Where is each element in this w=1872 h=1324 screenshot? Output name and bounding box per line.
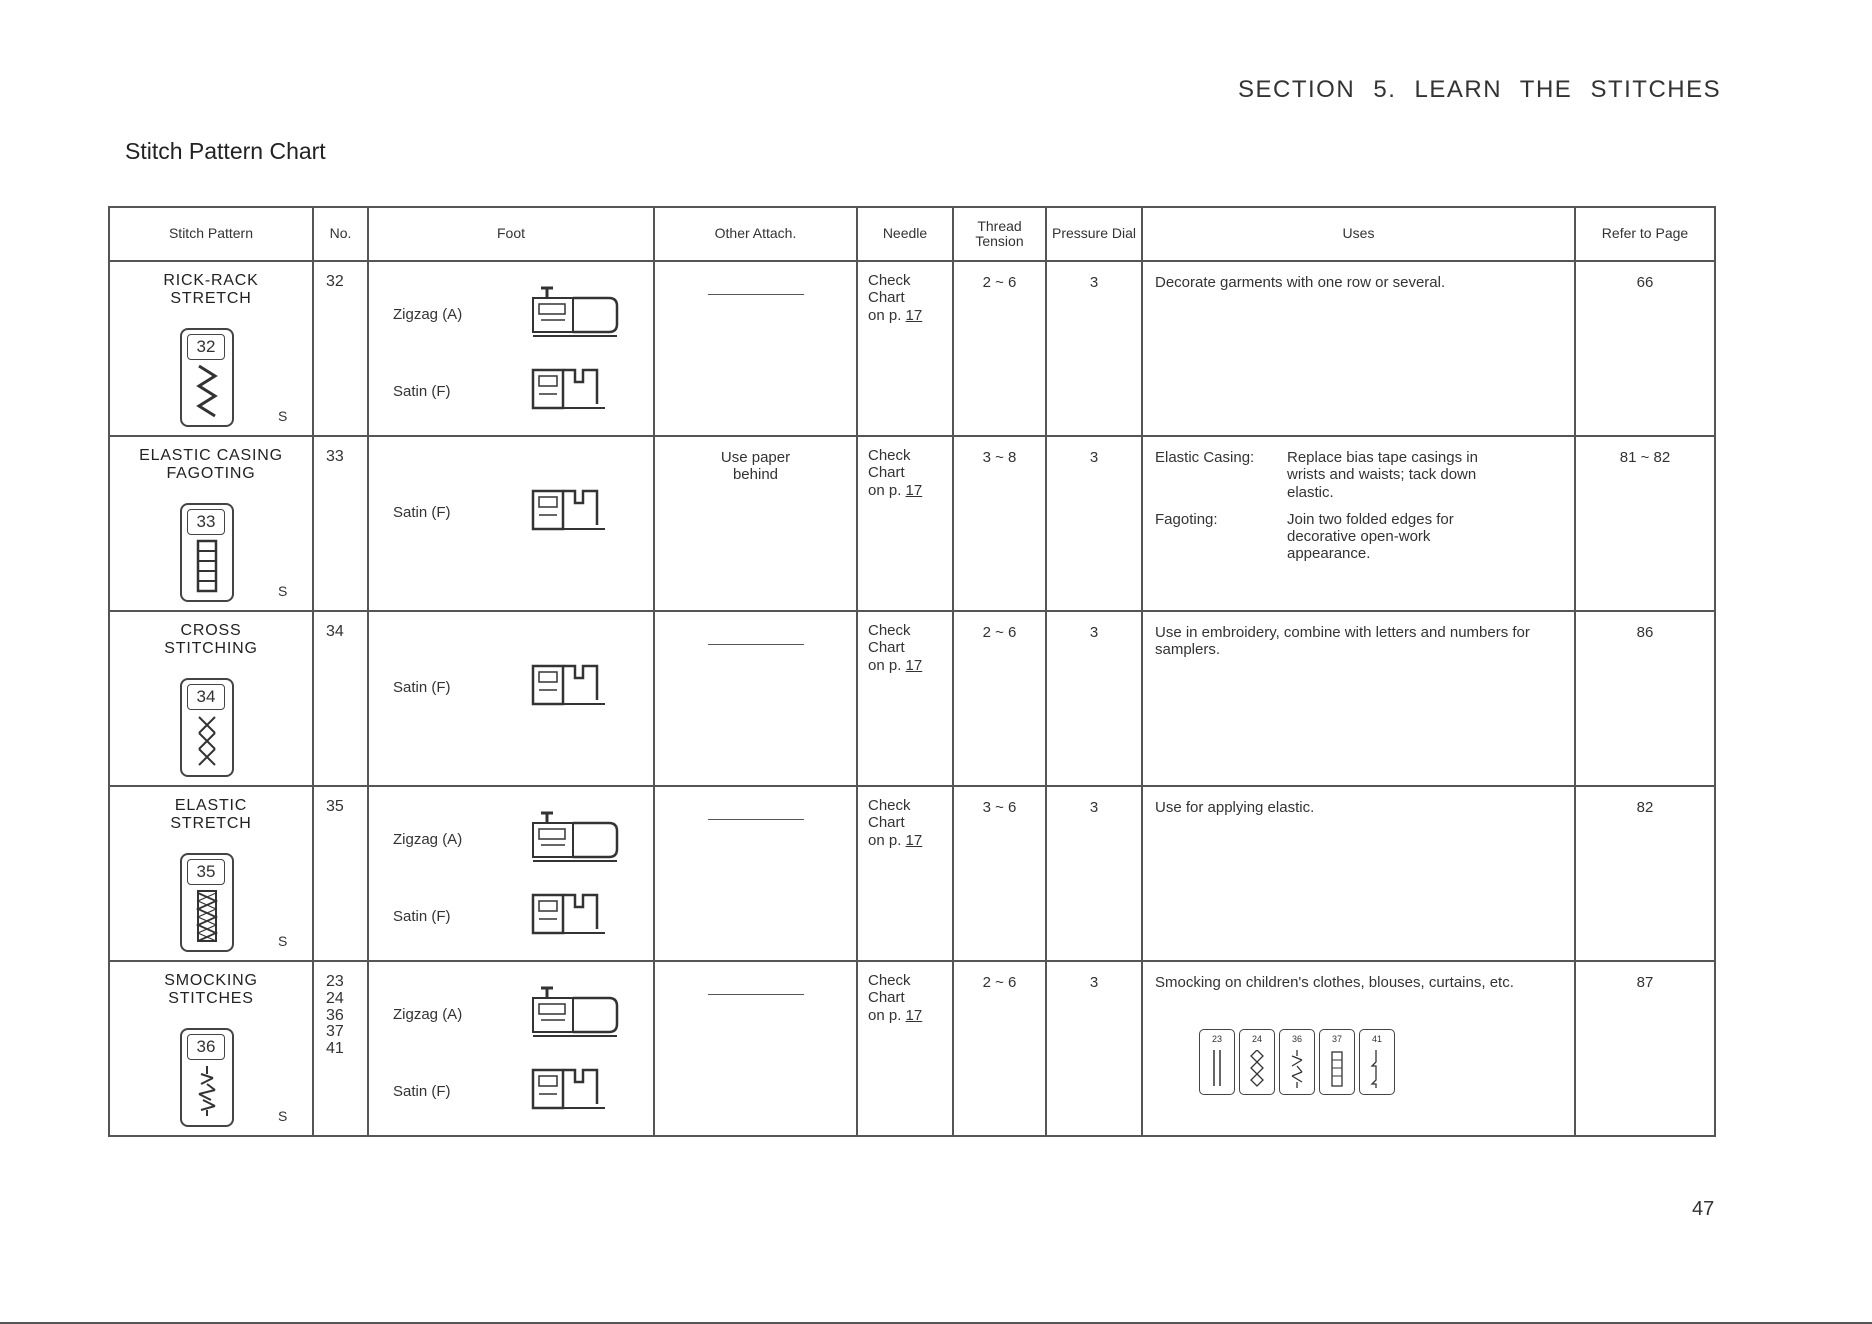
section-number: SECTION 5. (1238, 76, 1397, 103)
blind-stitch-icon: 41 (1359, 1029, 1395, 1095)
foot-label: Zigzag (A) (393, 305, 463, 323)
pattern-name: CROSS (180, 622, 242, 639)
uses-label: Fagoting: (1155, 510, 1218, 528)
col-header-no: No. (313, 207, 368, 261)
satin-foot-icon (531, 487, 609, 537)
pattern-name: STRETCH (170, 815, 252, 833)
col-header-tension: Thread Tension (953, 207, 1046, 261)
foot-label: Satin (F) (393, 382, 451, 400)
pressure-dial: 3 (1046, 961, 1142, 1136)
stitch-pattern-cell (109, 261, 313, 436)
pattern-name: ELASTIC CASING (139, 447, 283, 464)
box-stitch-icon: 37 (1319, 1029, 1355, 1095)
foot-cell (368, 611, 654, 786)
pattern-name: SMOCKING (164, 972, 258, 989)
uses-cell: Use in embroidery, combine with letters and numbers for samplers. (1142, 611, 1575, 786)
needle-chart-page: 17 (905, 306, 923, 324)
needle-chart-page: 17 (905, 1006, 923, 1024)
none-dash (708, 644, 804, 645)
zigzag-foot-icon (531, 984, 623, 1044)
table-row (109, 961, 1715, 1136)
pressure-dial: 3 (1046, 611, 1142, 786)
thread-tension: 3 ~ 8 (953, 436, 1046, 611)
pattern-number: 35 (187, 859, 225, 885)
table-header-row (109, 207, 1715, 261)
stitch-pattern-table (108, 206, 1716, 1137)
col-header-foot: Foot (368, 207, 654, 261)
section-header (1238, 76, 1721, 104)
uses-cell (1142, 436, 1575, 611)
pressure-dial: 3 (1046, 786, 1142, 961)
thread-tension: 2 ~ 6 (953, 261, 1046, 436)
honeycomb-stitch-icon: 24 (1239, 1029, 1275, 1095)
refer-page: 81 ~ 82 (1575, 436, 1715, 611)
needle-chart-page: 17 (905, 831, 923, 849)
needle-chart-page: 17 (905, 656, 923, 674)
thread-tension: 2 ~ 6 (953, 961, 1046, 1136)
pressure-dial: 3 (1046, 261, 1142, 436)
satin-foot-icon (531, 366, 609, 416)
stitch-pattern-cell (109, 611, 313, 786)
pressure-dial: 3 (1046, 436, 1142, 611)
foot-cell (368, 436, 654, 611)
pattern-name: ELASTIC (174, 797, 248, 814)
pattern-number: 33 (187, 509, 225, 535)
pattern-number: 32 (187, 334, 225, 360)
pattern-name: FAGOTING (166, 465, 256, 483)
needle-cell: Check Chart on p. 17 (857, 436, 953, 611)
uses-cell: Decorate garments with one row or several. (1142, 261, 1575, 436)
feather-stitch-icon: 36 (1279, 1029, 1315, 1095)
needle-cell: Check Chart on p. 17 (857, 261, 953, 436)
needle-cell: Check Chart on p. 17 (857, 611, 953, 786)
other-attachment-cell (654, 961, 857, 1136)
satin-foot-icon (531, 891, 609, 941)
satin-foot-icon (531, 662, 609, 712)
none-dash (708, 994, 804, 995)
uses-cell: Smocking on children's clothes, blouses, curtains, etc. 23 24 36 37 41 (1142, 961, 1575, 1136)
stretch-mark: S (278, 408, 288, 424)
foot-label: Zigzag (A) (393, 1005, 463, 1023)
fagoting-stitch-icon (180, 503, 234, 602)
pattern-name: STRETCH (170, 290, 252, 308)
foot-label: Satin (F) (393, 907, 451, 925)
foot-label: Satin (F) (393, 1082, 451, 1100)
none-dash (708, 294, 804, 295)
elastic-stretch-stitch-icon (180, 853, 234, 952)
thread-tension: 2 ~ 6 (953, 611, 1046, 786)
cross-stitch-icon (180, 678, 234, 777)
uses-cell: Use for applying elastic. (1142, 786, 1575, 961)
foot-cell (368, 786, 654, 961)
zigzag-foot-icon (531, 809, 623, 869)
col-header-page: Refer to Page (1575, 207, 1715, 261)
none-dash (708, 819, 804, 820)
foot-label: Satin (F) (393, 678, 451, 696)
table-row (109, 436, 1715, 611)
rick-rack-stitch-icon (180, 328, 234, 427)
table-row (109, 261, 1715, 436)
stitch-number: 33 (313, 436, 368, 611)
other-attachment-cell: Use paper behind (654, 436, 857, 611)
stitch-number: 32 (313, 261, 368, 436)
smocking-stitch-icon (180, 1028, 234, 1127)
col-header-needle: Needle (857, 207, 953, 261)
pattern-number: 36 (187, 1034, 225, 1060)
stitch-pattern-cell (109, 786, 313, 961)
refer-page: 66 (1575, 261, 1715, 436)
pattern-number: 34 (187, 684, 225, 710)
col-header-pattern: Stitch Pattern (109, 207, 313, 261)
section-title: LEARN THE STITCHES (1414, 76, 1722, 103)
foot-label: Satin (F) (393, 503, 451, 521)
other-attachment-cell (654, 261, 857, 436)
uses-label: Elastic Casing: (1155, 449, 1255, 466)
table-row (109, 611, 1715, 786)
col-header-uses: Uses (1142, 207, 1575, 261)
pattern-name: STITCHES (168, 990, 254, 1008)
other-attachment-cell (654, 786, 857, 961)
other-attachment-cell (654, 611, 857, 786)
page-number: 47 (1692, 1198, 1715, 1220)
stitch-pattern-cell (109, 961, 313, 1136)
pattern-name: STITCHING (164, 640, 258, 658)
zigzag-foot-icon (531, 284, 623, 344)
refer-page: 87 (1575, 961, 1715, 1136)
stitch-number: 35 (313, 786, 368, 961)
uses-text: Replace bias tape casings in wrists and waists; tack down elastic. (1287, 449, 1478, 501)
refer-page: 86 (1575, 611, 1715, 786)
straight-stitch-icon: 23 (1199, 1029, 1235, 1095)
needle-chart-page: 17 (905, 481, 923, 499)
satin-foot-icon (531, 1066, 609, 1116)
page-title: Stitch Pattern Chart (125, 138, 326, 164)
needle-cell: Check Chart on p. 17 (857, 786, 953, 961)
col-header-pressure: Pressure Dial (1046, 207, 1142, 261)
smocking-stitch-icons (1199, 1029, 1574, 1095)
foot-cell (368, 261, 654, 436)
uses-text: Join two folded edges for decorative open-work appearance. (1287, 510, 1454, 563)
table-row (109, 786, 1715, 961)
foot-label: Zigzag (A) (393, 830, 463, 848)
stitch-pattern-cell (109, 436, 313, 611)
stretch-mark: S (278, 933, 288, 949)
foot-cell (368, 961, 654, 1136)
needle-cell: Check Chart on p. 17 (857, 961, 953, 1136)
stretch-mark: S (278, 583, 288, 599)
stretch-mark: S (278, 1108, 288, 1124)
refer-page: 82 (1575, 786, 1715, 961)
col-header-other: Other Attach. (654, 207, 857, 261)
stitch-number: 34 (313, 611, 368, 786)
pattern-name: RICK-RACK (163, 272, 259, 289)
stitch-number-list: 23 24 36 37 41 (313, 961, 368, 1136)
thread-tension: 3 ~ 6 (953, 786, 1046, 961)
